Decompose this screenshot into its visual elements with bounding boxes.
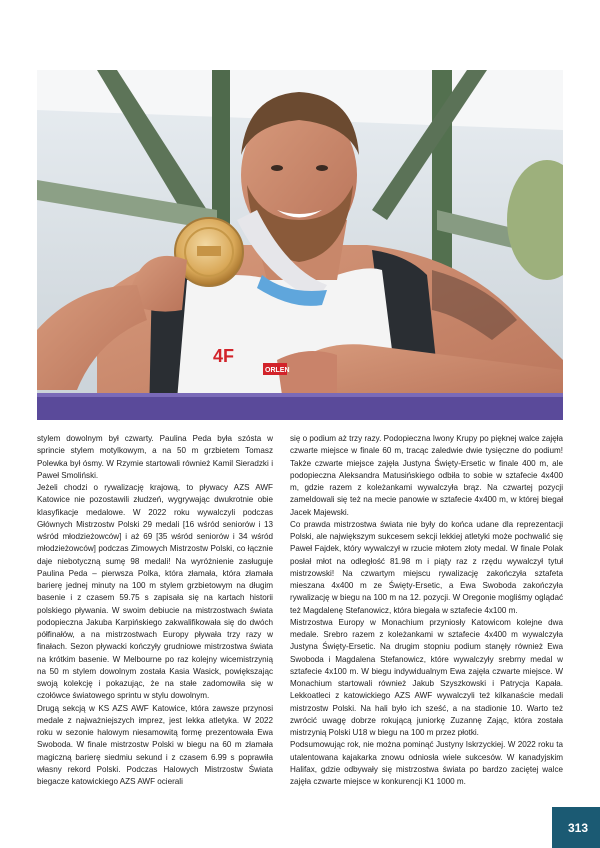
barrier — [37, 393, 563, 420]
article-column-right — [290, 433, 563, 788]
paragraph: Podsumowując rok, nie można pominąć Justyny Iskrzyckiej. W 2022 roku ta utalentowana kajakarka znowu odniosła wiele sukcesów. W kanadyjskim Halifax, gdzie odbywały się mistrzostwa świata po bardzo zaciętej walce zajęła czwarte miejsce w konkurencji K1 1000 m. — [290, 740, 563, 786]
paragraph: Co prawda mistrzostwa świata nie były do końca udane dla reprezentacji Polski, ale największym sukcesem sekcji lekkiej atletyki może pochwalić się Paweł Fajdek, który wywalczył w rzucie młotem złoty medal. W finale Polak posłał młot na odległość 81.98 m i piąty raz z rzędu wywalczył tytuł mistrzowski! Na czwartym miejscu rywalizację zakończyła sztafeta mieszana 4x400 m ze Święty-Ersetic, a Ewa Swoboda zakończyła rywalizację w biegu na 100 m na 12. pozycji. W Oregonie mogliśmy oglądać też Magdalenę Stefanowicz, która biegała w sztafecie 4x100 m. — [290, 519, 563, 615]
paragraph: Jeżeli chodzi o rywalizację krajową, to pływacy AZS AWF Katowice nie pozostawili złudzeń, wygrywając dwukrotnie obie klasyfikacje medalowe. W 2022 roku wywalczyli podczas Głównych Mistrzostw Polski 29 medali [16 wśród seniorów i 13 wśród młodzieżowców] i aż 69 [35 wśród seniorów i 34 wśród młodzieżowców] podczas Zimowych Mistrzostw Polski, co łącznie daje niebotyczną sumę 98 medali! Na wyróżnienie zasługuje Paulina Peda – pierwsza Polka, która złamała, która złamała barierę jednej minuty na 100 m stylem grzbietowym na długim basenie i z czasem 59.75 s zapisała się na kartach historii polskiego pływania. W swoim debiucie na mistrzostwach świata podopieczna Jakuba Karpińskiego zakwalifikowała się do dwóch półfinałów, a na mistrzostwach Europy pływała trzy razy w finałach. Sezon pływacki kończyły grudniowe mistrzostwa świata na krótkim basenie. W Melbourne po raz kolejny wicemistrzynią na 50 m stylem dowolnym została Kasia Wasick, powiększając swoją kolekcję i pokazując, że na stałe zadomowiła się w czołówce światowego sprintu w stylu dowolnym. — [37, 483, 273, 701]
paragraph: stylem dowolnym był czwarty. Paulina Peda była szósta w sprincie stylem motylkowym, a na 50 m grzbietem Tomasz Polewka był ósmy. W Rzymie startowali również Kamil Sieradzki i Paweł Smoliński. — [37, 434, 273, 480]
paragraph: Mistrzostwa Europy w Monachium przyniosły Katowicom kolejne dwa medale. Srebro razem z koleżankami w sztafecie 4x400 m wywalczyła Justyna Święty-Ersetic. Na drugim stopniu podium stanęły również Ewa Swoboda i Magdalena Stefanowicz, które wywalczyły srebrny medal w sztafecie 4x100 m. W biegu indywidualnym Ewa zajęła czwarte miejsce. W Monachium startowali również Jakub Szyszkowski i Patrycja Kapała. Lekkoatleci z katowickiego AZS AWF wywalczyli też kilkanaście medali mistrzostw Polski. Na hali było ich sześć, a na stadionie 10. Warto też zwrócić uwagę dobrze rokującą juniorkę Zuzannę Zając, która została mistrzynią Polski U18 w biegu na 100 m przez płotki. — [290, 617, 563, 737]
page-number: 313 — [567, 820, 589, 835]
athlete-photo — [37, 70, 563, 420]
athlete-photo-illustration — [37, 70, 563, 420]
shirt-brand-logo: 4F — [213, 346, 235, 366]
paragraph: się o podium aż trzy razy. Podopieczna Iwony Krupy po pięknej walce zajęła czwarte miejsce w finale 60 m, tracąc zaledwie dwie tysięczne do podium! Także czwarte miejsce zajęła Justyna Święty-Ersetic w finale 400 m, ale podopieczna Aleksandra Matusińskiego odbiła to sobie w sztafecie 4x400 m, gdzie razem z koleżankami wywalczyła brąz. Na czwartej pozycji zameldowali się też na mecie panowie w sztafecie 4x400 m, w której biegał Jacek Majewski. — [290, 434, 563, 517]
article-column-left — [37, 433, 273, 788]
paragraph: Drugą sekcją w KS AZS AWF Katowice, która zawsze przynosi medale z najważniejszych imprez, jest lekka atletyka. W 2022 roku w sezonie halowym niesamowitą formę prezentowała Ewa Swoboda. W finale mistrzostw Polski w biegu na 60 m złamała magiczną barierę siedmiu sekund i z czasem 6.99 s poprawiła własny rekord Polski. Podczas Halowych Mistrzostw Świata biegacze katowickiego AZS AWF ocierali — [37, 703, 273, 786]
page-number-tab — [552, 807, 600, 848]
shirt-sponsor-logo: ORLEN — [265, 367, 290, 374]
